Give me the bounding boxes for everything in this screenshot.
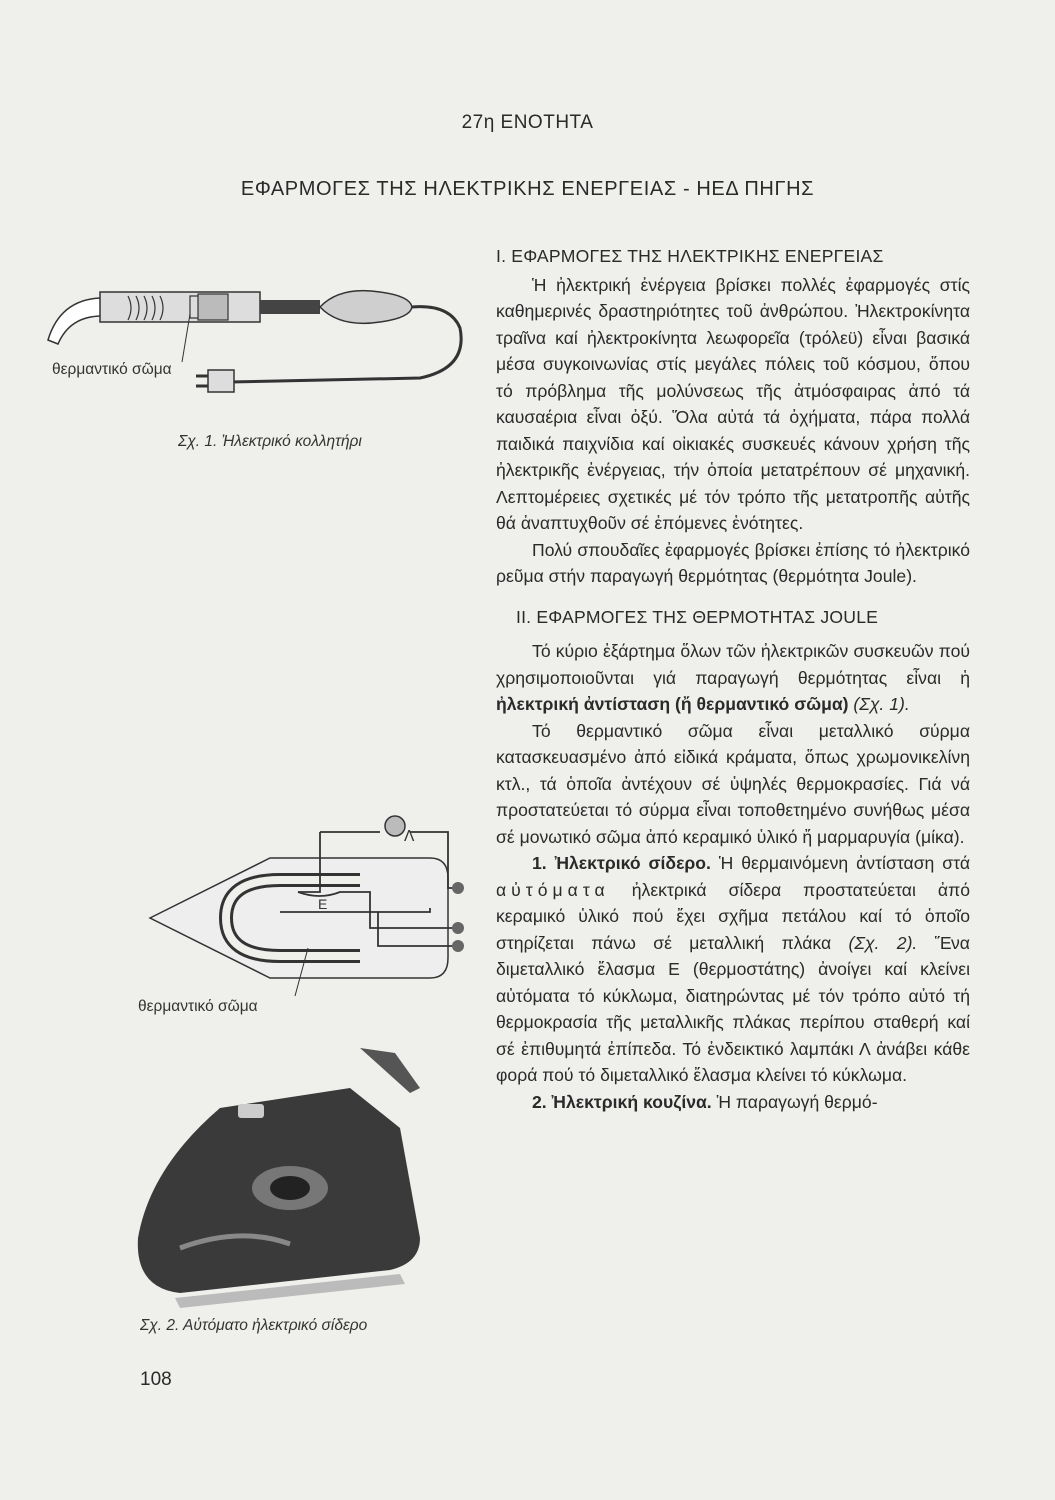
p1-text: Τό κύριο ἐξάρτημα ὅλων τῶν ἠλεκτρικῶν συσκευῶν πού χρησιμοποιοῦνται γιά παραγωγή θερμότητας εἶναι ἡ <box>496 641 970 688</box>
fig2-caption: Σχ. 2. Αὐτόματο ἠλεκτρικό σίδερο <box>140 1317 368 1334</box>
p1-figure-ref: (Σχ. 1). <box>848 694 910 714</box>
text-column <box>496 243 970 1115</box>
section1-heading: Ι. ΕΦΑΡΜΟΓΕΣ ΤΗΣ ΗΛΕΚΤΡΙΚΗΣ ΕΝΕΡΓΕΙΑΣ <box>496 246 884 266</box>
section2-paragraph-1 <box>496 638 970 718</box>
section2-heading: ΙΙ. ΕΦΑΡΜΟΓΕΣ ΤΗΣ ΘΕΡΜΟΤΗΤΑΣ JOULE <box>516 606 879 627</box>
section2-paragraph-3 <box>496 850 970 1089</box>
p3-spaced-word: αὐτόματα <box>496 879 610 900</box>
fig2-label: θερμαντικό σῶμα <box>138 998 258 1015</box>
iron-circuit-diagram <box>130 808 480 1008</box>
section2-paragraph-2: Τό θερμαντικό σῶμα εἶναι μεταλλικό σύρμα κατασκευασμένο ἀπό εἰδικά κράματα, ὅπως χρωμονικελίνη κτλ., τά ὁποῖα ἀντέχουν σέ ὑψηλές θερμοκρασίες. Γιά νά προστατεύεται τό σύρμα εἶναι τοποθετημένο συνήθως μέσα σέ μονωτικό σῶμα ἀπό κεραμικό ὑλικό ἤ μαρμαρυγία (μίκα). <box>496 720 970 847</box>
page-number: 108 <box>140 1369 172 1390</box>
p3-bold-term: 1. Ἠλεκτρικό σίδερο. <box>532 853 711 873</box>
unit-heading: 27η ΕΝΟΤΗΤΑ <box>461 112 594 133</box>
p4-bold-term: 2. Ἠλεκτρική κουζίνα. <box>532 1091 712 1112</box>
p1-bold-term: ἠλεκτρική ἀντίσταση (ἤ θερμαντικό σῶμα) <box>496 694 849 714</box>
fig1-label: θερμαντικό σῶμα <box>52 361 172 378</box>
fig1-caption: Σχ. 1. Ἠλεκτρικό κολλητήρι <box>178 433 362 450</box>
electric-iron-illustration <box>120 1048 470 1318</box>
fig2-mark-lamp: Λ <box>404 828 415 845</box>
p4-text: Ἡ παραγωγή θερμό- <box>711 1091 878 1112</box>
soldering-iron-illustration <box>40 278 490 418</box>
p3-text-a: Ἡ θερμαινόμενη ἀντίσταση στά <box>710 853 970 873</box>
section1-paragraph-1: Ἡ ἠλεκτρική ἐνέργεια βρίσκει πολλές ἐφαρμογές στίς καθημερινές δραστηριότητες τοῦ ἀνθρώπου. Ἠλεκτροκίνητα τραῖνα καί ἠλεκτροκίνητα λεωφορεῖα (τρόλεϋ) εἶναι βασικά μέσα συγκοινωνίας στίς μεγάλες πόλεις τοῦ κόσμου, ὅπου τό πρόβλημα τῆς μολύνσεως τῆς ἀτμόσφαιρας ἀπό τά καυσαέρια εἶναι ὀξύ. Ὅλα αὐτά τά ὀχήματα, πάρα πολλά παιδικά παιχνίδια καί οἰκιακές συσκευές κάνουν χρήση τῆς ἠλεκτρικῆς ἐνέργειας, τήν ὁποία μετατρέπουν σέ μηχανική. Λεπτομέρειες σχετικές μέ τόν τρόπο τῆς μετατροπῆς αὐτῆς θά ἀναπτυχθοῦν σέ ἑπόμενες ἑνότητες. <box>496 274 970 533</box>
section2-paragraph-4 <box>496 1089 970 1116</box>
p3-figure-ref: (Σχ. 2). <box>848 932 918 953</box>
p3-text-b: ἠλεκτρικά σίδερα προστατεύεται ἀπό κεραμικό ὑλικό πού ἔχει σχῆμα πετάλου καί τό ὁποῖο στηρίζεται πάνω σέ μεταλλική πλάκα <box>496 879 970 953</box>
page-title: ΕΦΑΡΜΟΓΕΣ ΤΗΣ ΗΛΕΚΤΡΙΚΗΣ ΕΝΕΡΓΕΙΑΣ - ΗΕΔ ΠΗΓΗΣ <box>240 178 815 200</box>
fig2-mark-thermostat: Ε <box>318 896 328 912</box>
section1-paragraph-2: Πολύ σπουδαῖες ἐφαρμογές βρίσκει ἐπίσης τό ἠλεκτρικό ρεῦμα στήν παραγωγή θερμότητας (θερμότητα Joule). <box>496 539 970 586</box>
p3-text-c: Ἕνα διμεταλλικό ἔλασμα Ε (θερμοστάτης) ἀνοίγει καί κλείνει αὐτόματα τό κύκλωμα, διατηρώντας μέ τόν τρόπο αὐτό τή θερμοκρασία τῆς μεταλλικῆς πλάκας περίπου σταθερή καί σέ ἐπιθυμητά ἐπίπεδα. Τό ἐνδεικτικό λαμπάκι Λ ἀνάβει κάθε φορά πού τό διμεταλλικό ἔλασμα κλείνει τό κύκλωμα. <box>496 932 970 1085</box>
